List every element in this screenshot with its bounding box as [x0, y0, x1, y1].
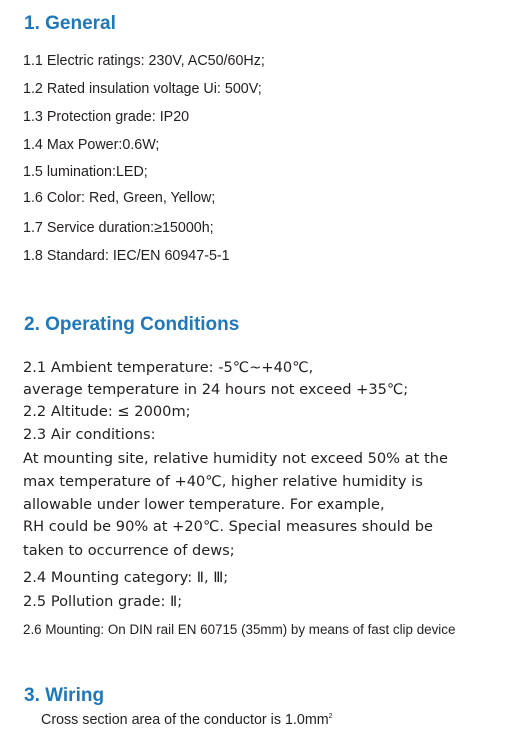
spec-line: 1.7 Service duration:≥15000h;	[23, 220, 214, 236]
condition-line: 2.1 Ambient temperature: -5℃~+40℃,	[23, 359, 314, 376]
condition-line: 2.4 Mounting category: Ⅱ, Ⅲ;	[23, 569, 229, 586]
condition-line: 2.5 Pollution grade: Ⅱ;	[23, 593, 183, 610]
condition-line: 2.3 Air conditions:	[23, 426, 156, 443]
condition-line: taken to occurrence of dews;	[23, 542, 235, 559]
spec-line: 1.4 Max Power:0.6W;	[23, 137, 160, 153]
section-title-operating-conditions: 2. Operating Conditions	[24, 314, 240, 335]
condition-line: max temperature of +40℃, higher relative humidity is	[23, 473, 423, 490]
spec-line: 1.3 Protection grade: IP20	[23, 109, 190, 125]
wiring-text-main: Cross section area of the conductor is 1.0mm	[41, 712, 329, 728]
spec-line: 1.2 Rated insulation voltage Ui: 500V;	[23, 81, 262, 97]
spec-line: 1.8 Standard: IEC/EN 60947-5-1	[23, 248, 230, 264]
condition-line: average temperature in 24 hours not exceed +35℃;	[23, 381, 409, 398]
wiring-text	[41, 711, 333, 729]
spec-line: 1.6 Color: Red, Green, Yellow;	[23, 190, 216, 206]
section-title-general: 1. General	[24, 13, 116, 34]
condition-line: At mounting site, relative humidity not exceed 50% at the	[23, 450, 448, 467]
condition-line: RH could be 90% at +20℃. Special measures should be	[23, 518, 433, 535]
spec-line: 1.5 lumination:LED;	[23, 164, 148, 180]
condition-line: allowable under lower temperature. For example,	[23, 496, 385, 513]
section-title-wiring: 3. Wiring	[24, 685, 105, 706]
condition-line: 2.2 Altitude: ≤ 2000m;	[23, 403, 191, 420]
condition-line: 2.6 Mounting: On DIN rail EN 60715 (35mm) by means of fast clip device	[23, 622, 456, 637]
wiring-unit-superscript: 2	[328, 713, 333, 720]
spec-line: 1.1 Electric ratings: 230V, AC50/60Hz;	[23, 53, 265, 69]
